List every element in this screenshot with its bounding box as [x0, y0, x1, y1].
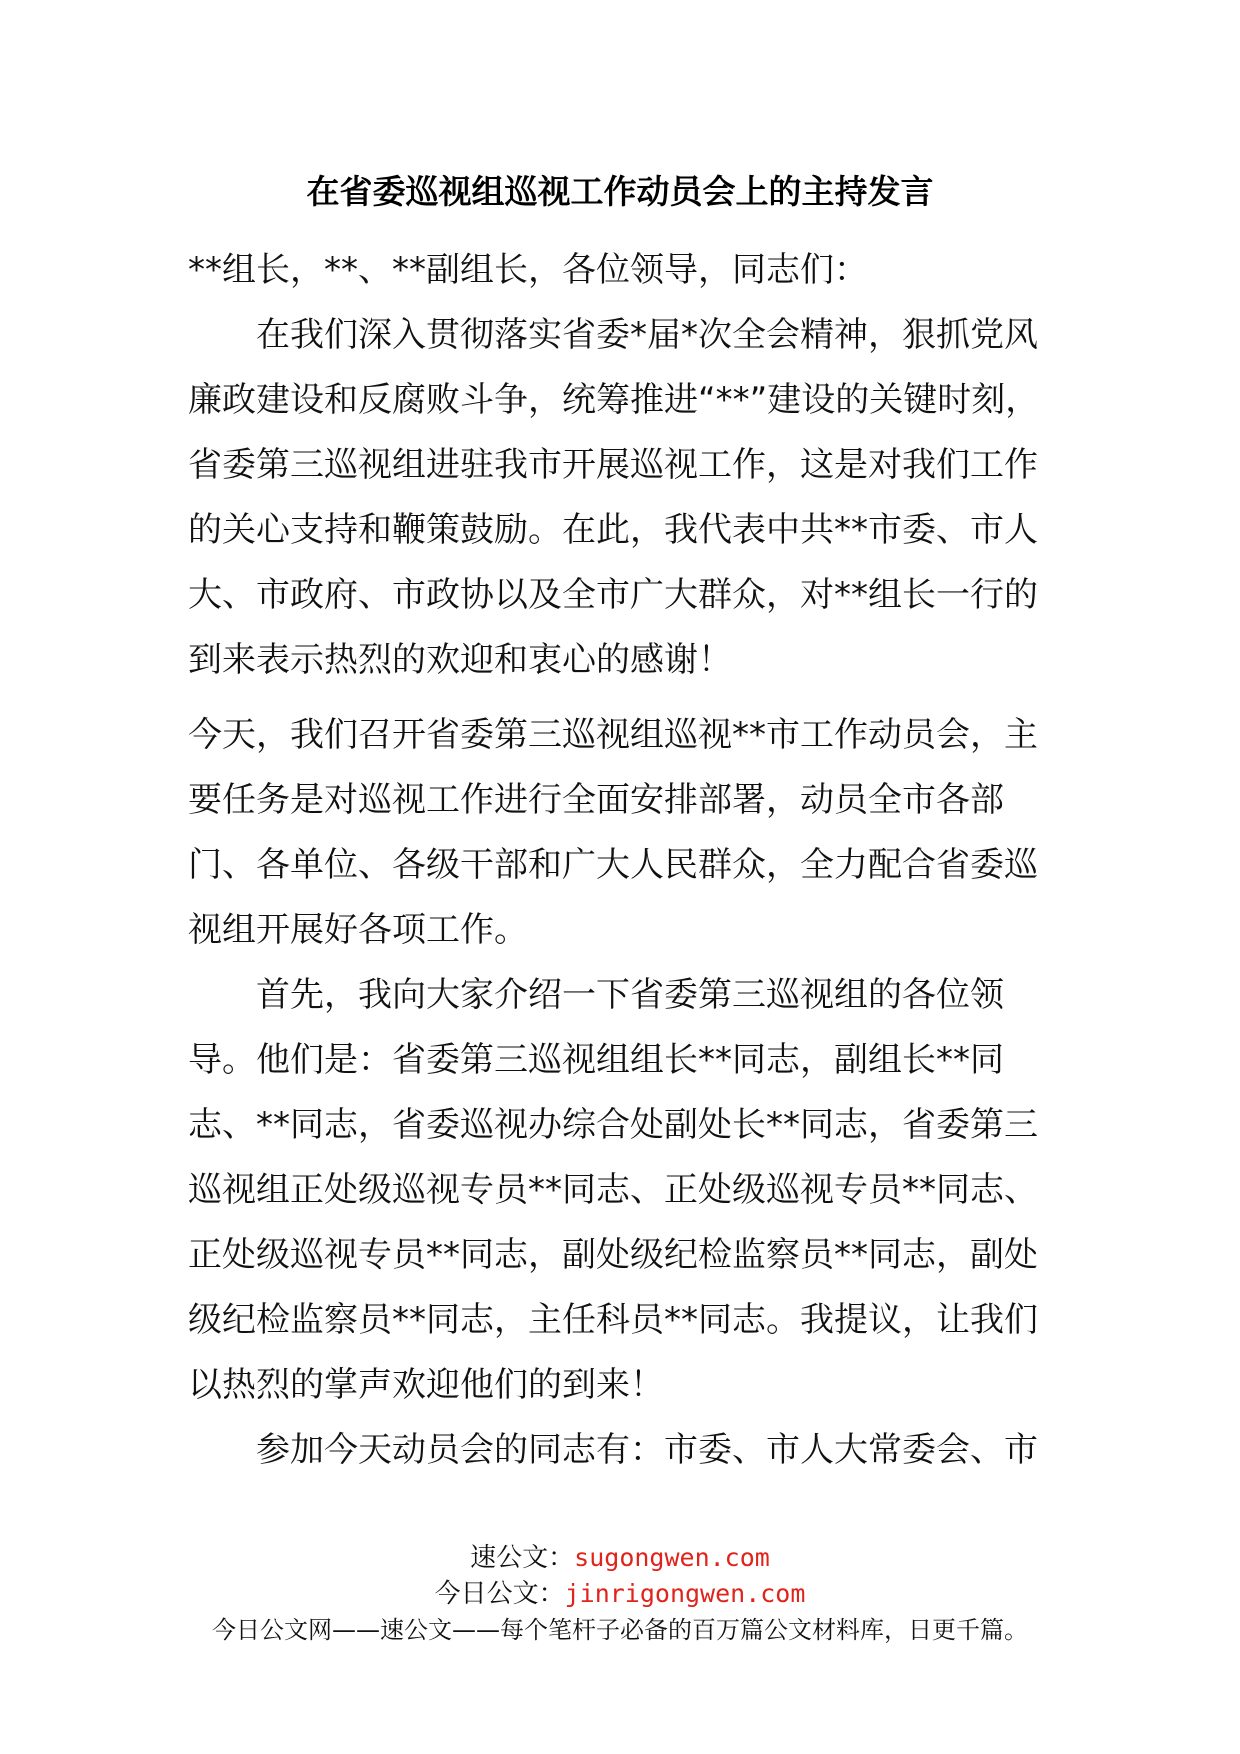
jinrigongwen-link[interactable]: jinrigongwen.com	[564, 1579, 806, 1608]
footer-line-jinrigongwen	[0, 1576, 1240, 1612]
paragraph-4: 参加今天动员会的同志有：市委、市人大常委会、市	[256, 1430, 1038, 1470]
document-title: 在省委巡视组巡视工作动员会上的主持发言	[306, 172, 934, 211]
footer	[0, 1540, 1240, 1648]
footer-label-jinrigongwen: 今日公文：	[434, 1579, 565, 1609]
paragraph-2: 今天，我们召开省委第三巡视组巡视**市工作动员会，主要任务是对巡视工作进行全面安排部署，动员全市各部门、各单位、各级干部和广大人民群众，全力配合省委巡视组开展好各项工作。	[188, 715, 1038, 950]
sugongwen-link[interactable]: sugongwen.com	[574, 1543, 770, 1572]
paragraph-3: 首先，我向大家介绍一下省委第三巡视组的各位领导。他们是：省委第三巡视组组长**同志，副组长**同志、**同志，省委巡视办综合处副处长**同志，省委第三巡视组正处级巡视专员**同志、正处级巡视专员**同志、正处级巡视专员**同志，副处级纪检监察员**同志，副处级纪检监察员**同志，主任科员**同志。我提议，让我们以热烈的掌声欢迎他们的到来！	[188, 975, 1038, 1405]
salutation: **组长，**、**副组长，各位领导，同志们：	[188, 250, 868, 290]
footer-label-sugongwen: 速公文：	[470, 1543, 575, 1573]
document-body	[188, 238, 1058, 1483]
footer-slogan: 今日公文网——速公文——每个笔杆子必备的百万篇公文材料库，日更千篇。	[212, 1616, 1028, 1644]
footer-line-sugongwen	[0, 1540, 1240, 1576]
paragraph-1: 在我们深入贯彻落实省委*届*次全会精神，狠抓党风廉政建设和反腐败斗争，统筹推进“**”建设的关键时刻，省委第三巡视组进驻我市开展巡视工作，这是对我们工作的关心支持和鞭策鼓励。在此，我代表中共**市委、市人大、市政府、市政协以及全市广大群众，对**组长一行的到来表示热烈的欢迎和衷心的感谢！	[188, 315, 1040, 680]
